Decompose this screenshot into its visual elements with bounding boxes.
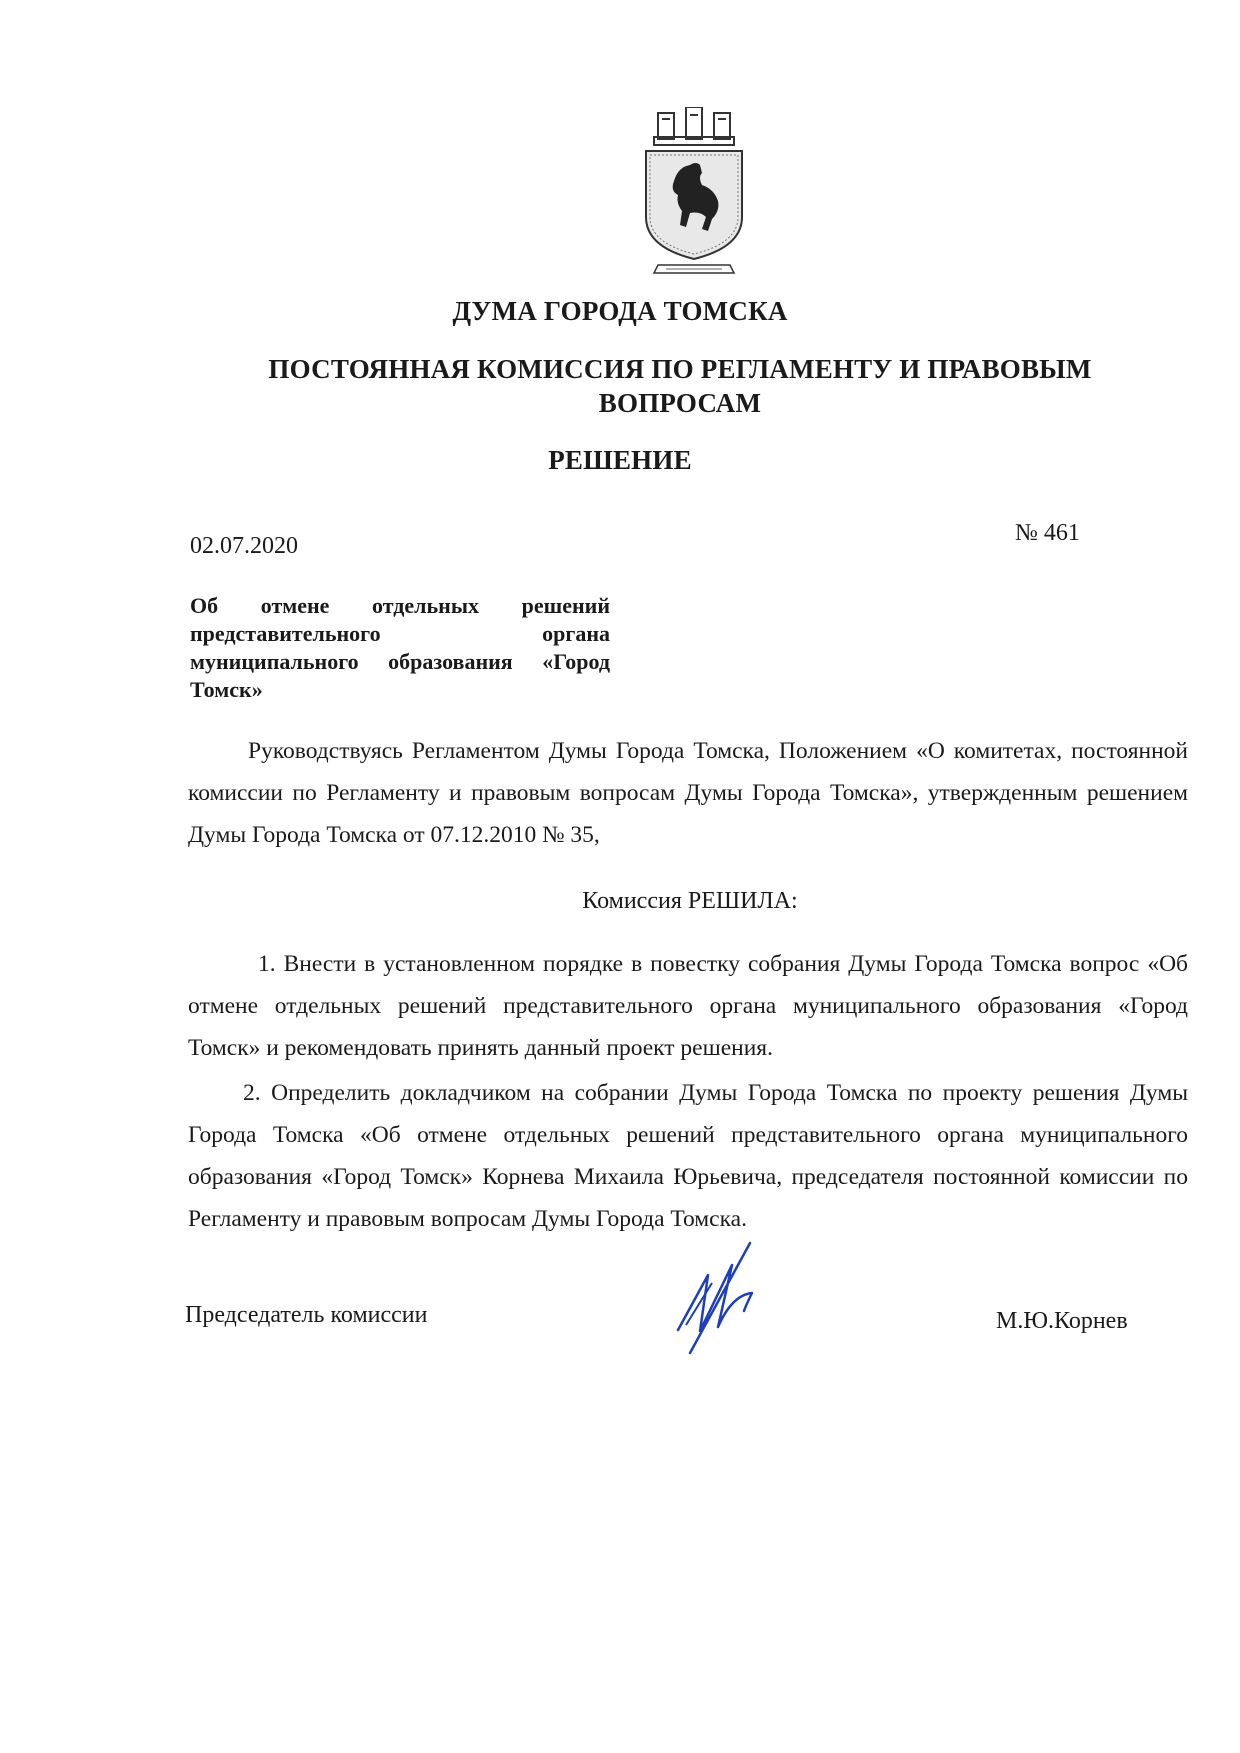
- signatory-title: Председатель комиссии: [185, 1302, 428, 1328]
- decision-heading: Комиссия РЕШИЛА:: [582, 888, 798, 914]
- commission-title: ПОСТОЯННАЯ КОМИССИЯ ПО РЕГЛАМЕНТУ И ПРАВОВЫМ ВОПРОСАМ: [268, 354, 1092, 418]
- document-date: 02.07.2020: [190, 533, 298, 559]
- organization-title: ДУМА ГОРОДА ТОМСКА: [452, 296, 788, 326]
- document-type-title: РЕШЕНИЕ: [548, 445, 692, 475]
- decision-item-1: 1. Внести в установленном порядке в повестку собрания Думы Города Томска вопрос «Об отмене отдельных решений представительного органа муниципального образования «Город Томск» и рекомендовать принять данный проект решения.: [188, 951, 1188, 1061]
- intro-paragraph: Руководствуясь Регламентом Думы Города Томска, Положением «О комитетах, постоянной комиссии по Регламенту и правовым вопросам Думы Города Томска», утвержденным решением Думы Города Томска от 07.12.2010 № 35,: [188, 738, 1188, 848]
- handwritten-signature-icon: [660, 1235, 780, 1355]
- document-subject: Об отмене отдельных решений представительного органа муниципального образования «Город Томск»: [190, 593, 610, 702]
- signatory-name: М.Ю.Корнев: [996, 1308, 1128, 1334]
- document-number: № 461: [1015, 520, 1080, 546]
- coat-of-arms-icon: [640, 107, 748, 279]
- decision-item-2: 2. Определить докладчиком на собрании Думы Города Томска по проекту решения Думы Города Томска «Об отмене отдельных решений представительного органа муниципального образования «Город Томск» Корнева Михаила Юрьевича, председателя постоянной комиссии по Регламенту и правовым вопросам Думы Города Томска.: [188, 1080, 1188, 1232]
